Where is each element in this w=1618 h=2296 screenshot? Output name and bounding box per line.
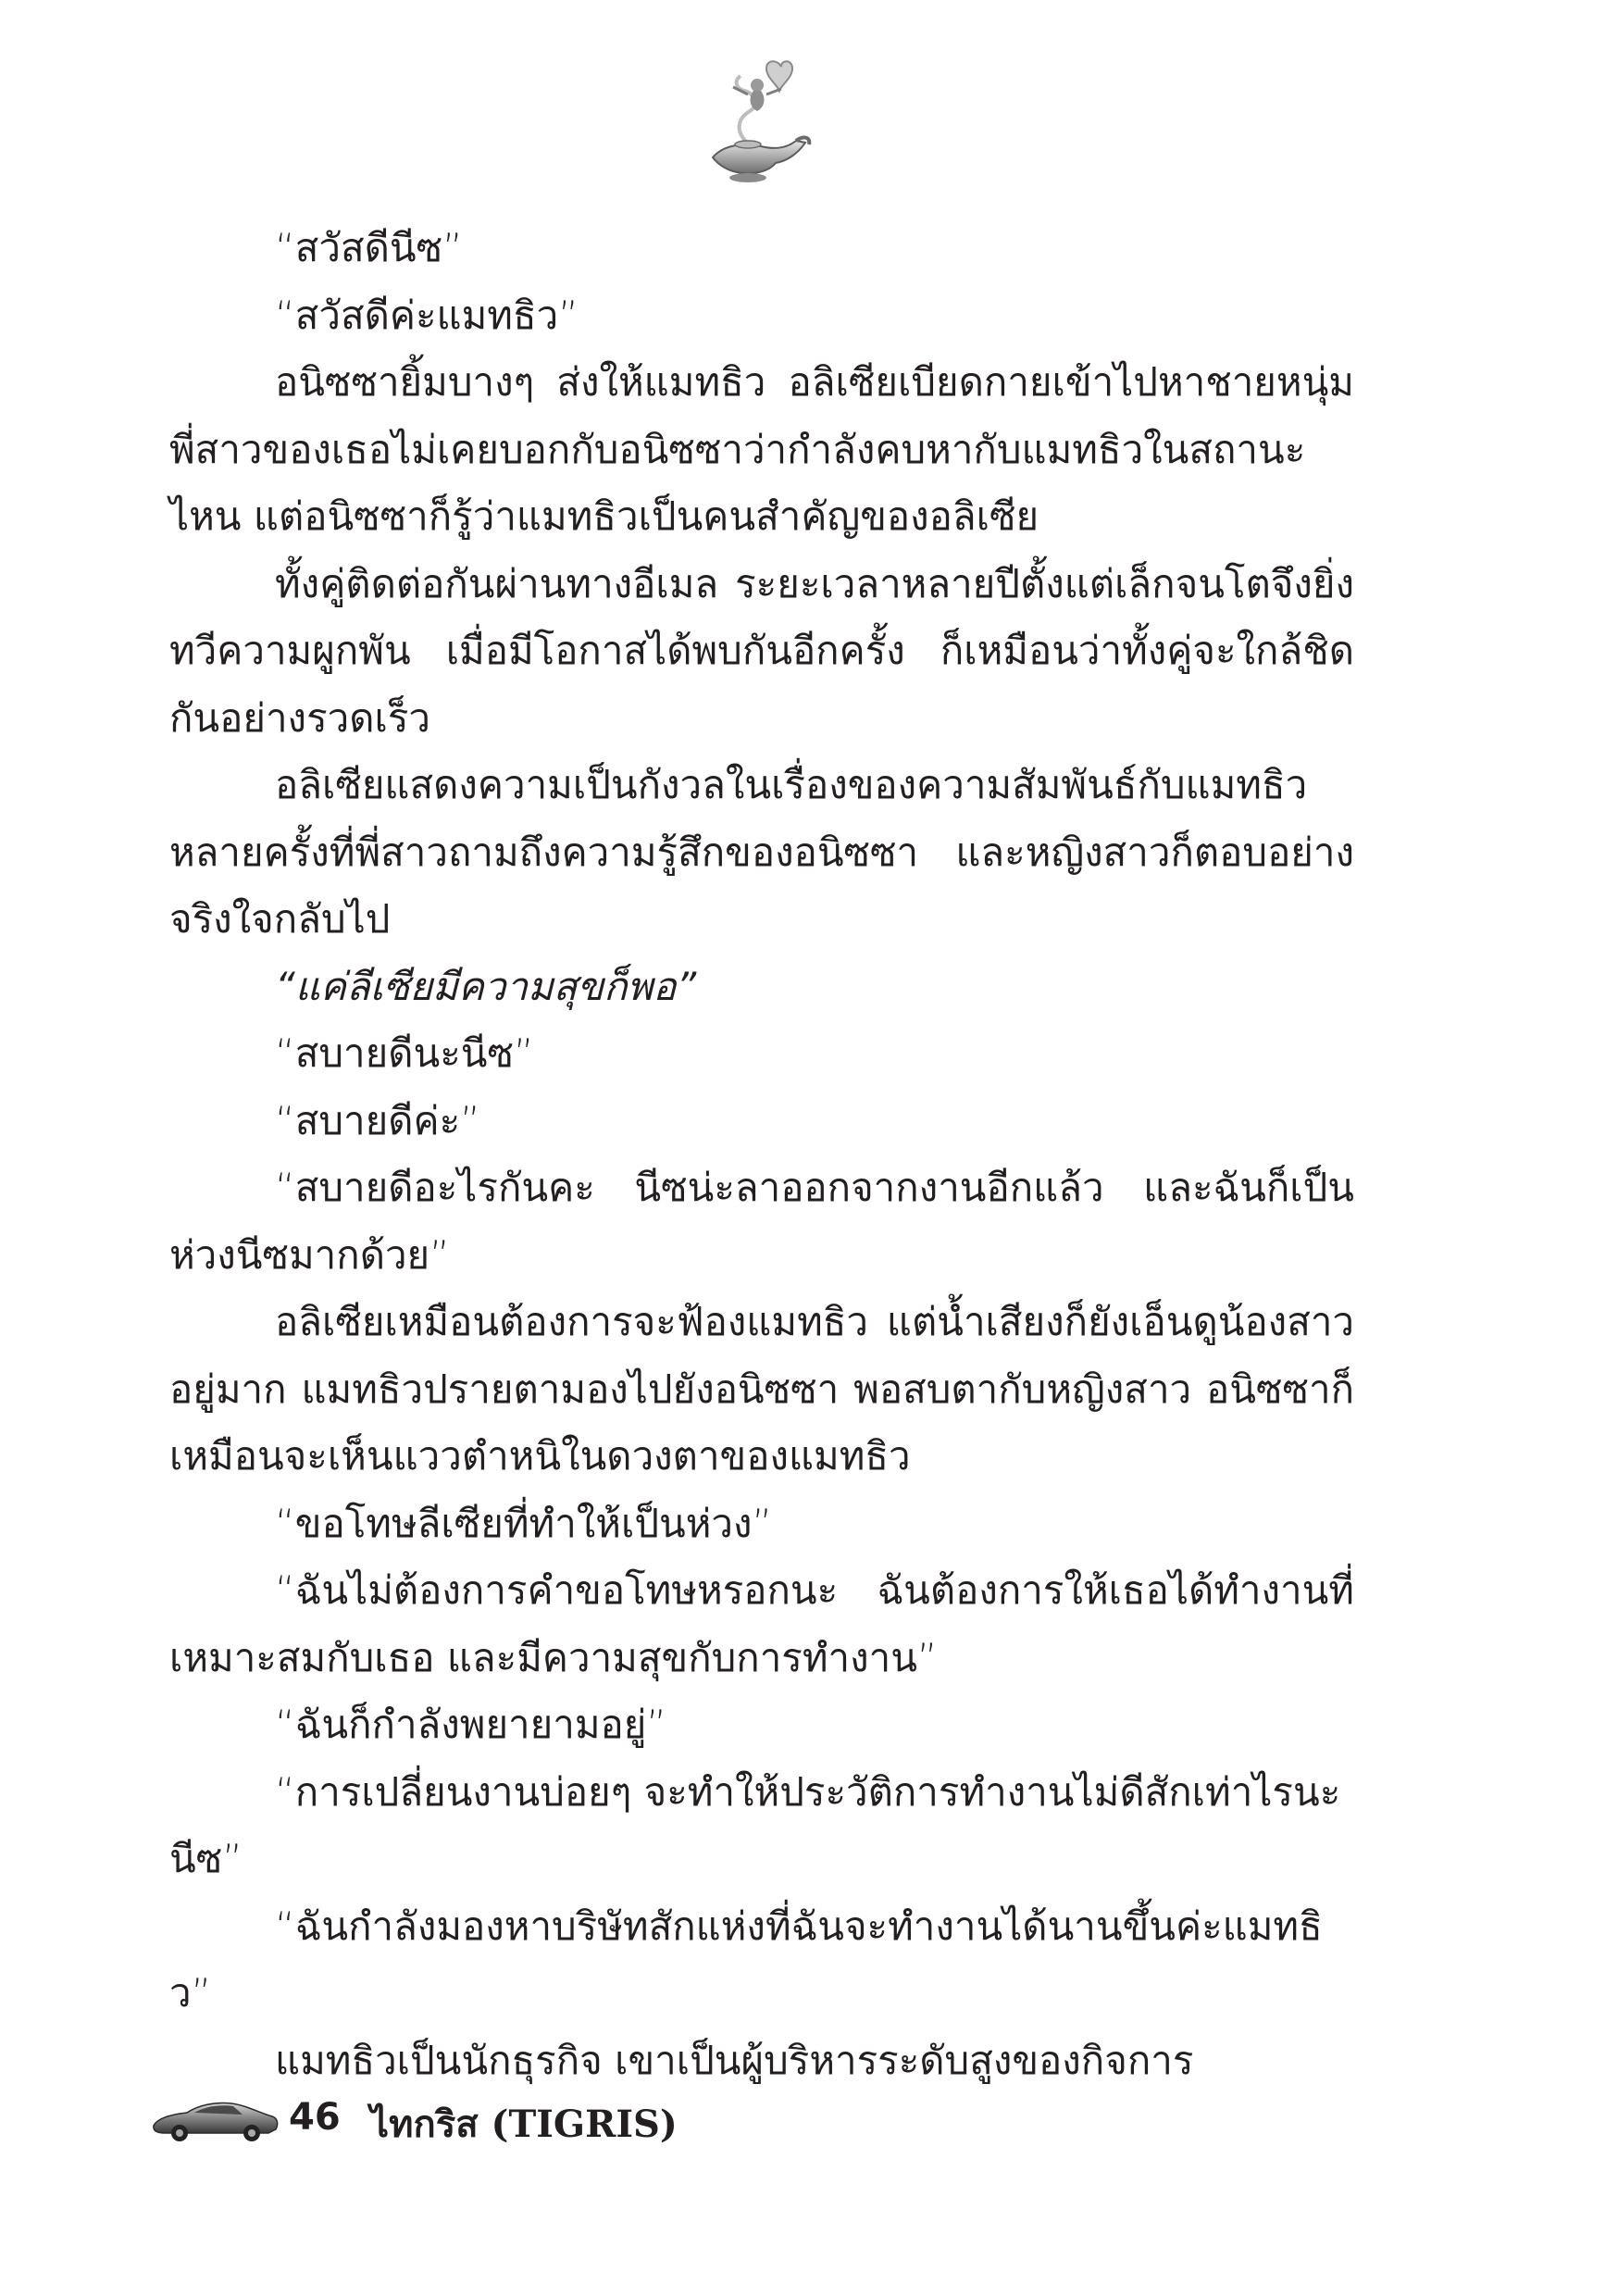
paragraph: “สวัสดีค่ะแมทธิว” [275, 292, 579, 338]
genie-lamp-cupid-icon [696, 54, 816, 193]
paragraph: “ฉันไม่ต้องการคำขอโทษหรอกนะ ฉันต้องการให้เธอได้ทำงานที่เหมาะสมกับเธอ และมีความสุขกับการทำงาน” [169, 1567, 1354, 1680]
paragraph: อลิเซียแสดงความเป็นกังวลในเรื่องของความสัมพันธ์กับแมทธิว หลายครั้งที่พี่สาวถามถึงความรู้สึกของอนิซซา และหญิงสาวก็ตอบอย่างจริงใจกลับไป [169, 762, 1354, 942]
paragraph: “ขอโทษลีเซียที่ทำให้เป็นห่วง” [275, 1500, 773, 1546]
book-title: ไทกริส (TIGRIS) [370, 2103, 678, 2146]
paragraph: แมทธิวเป็นนักธุรกิจ เขาเป็นผู้บริหารระดับสูงของกิจการ [275, 2037, 1194, 2083]
paragraph: “ฉันก็กำลังพยายามอยู่” [275, 1702, 667, 1747]
paragraph: “สบายดีค่ะ” [275, 1097, 480, 1143]
paragraph: “การเปลี่ยนงานบ่อยๆ จะทำให้ประวัติการทำงานไม่ดีสักเท่าไรนะนีซ” [169, 1768, 1341, 1881]
paragraph: อลิเซียเหมือนต้องการจะฟ้องแมทธิว แต่น้ำเสียงก็ยังเอ็นดูน้องสาวอยู่มาก แมทธิวปรายตามองไปยังอนิซซา พอสบตากับหญิงสาว อนิซซาก็เหมือนจะเห็นแววตำหนิในดวงตาของแมทธิว [169, 1299, 1354, 1479]
paragraph: “สบายดีนะนีซ” [275, 1030, 534, 1076]
chapter-text [169, 215, 1354, 2094]
paragraph: ทั้งคู่ติดต่อกันผ่านทางอีเมล ระยะเวลาหลายปีตั้งแต่เล็กจนโตจึงยิ่งทวีความผูกพัน เมื่อมีโอกาสได้พบกันอีกครั้ง ก็เหมือนว่าทั้งคู่จะใกล้ชิดกันอย่างรวดเร็ว [169, 560, 1354, 741]
sports-car-icon [150, 2092, 280, 2144]
paragraph: “ฉันกำลังมองหาบริษัทสักแห่งที่ฉันจะทำงานได้นานขึ้นค่ะแมทธิว” [169, 1903, 1323, 2015]
paragraph: “สบายดีอะไรกันคะ นีซน่ะลาออกจากงานอีกแล้ว และฉันก็เป็นห่วงนีซมากด้วย” [169, 1165, 1354, 1278]
page-number: 46 [289, 2096, 341, 2139]
paragraph: อนิซซายิ้มบางๆ ส่งให้แมทธิว อลิเซียเบียดกายเข้าไปหาชายหนุ่ม พี่สาวของเธอไม่เคยบอกกับอนิซซาว่ากำลังคบหากับแมทธิวในสถานะไหน แต่อนิซซาก็รู้ว่าแมทธิวเป็นคนสำคัญของอลิเซีย [169, 359, 1354, 539]
page-footer [150, 2083, 983, 2157]
paragraph: “แค่ลีเซียมีความสุขก็พอ” [275, 963, 697, 1009]
paragraph: “สวัสดีนีซ” [275, 225, 463, 270]
